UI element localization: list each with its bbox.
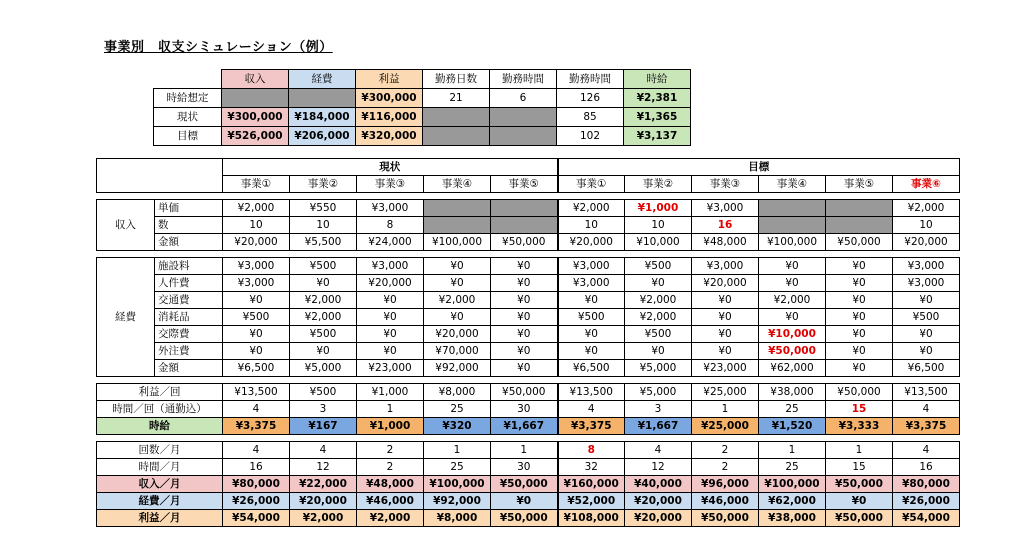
cell: ¥25,000 bbox=[692, 384, 759, 401]
cell: ¥0 bbox=[759, 258, 826, 275]
cell: ¥0 bbox=[491, 326, 558, 343]
cell: ¥0 bbox=[357, 292, 424, 309]
row-label: 数 bbox=[155, 217, 223, 234]
cell: ¥3,000 bbox=[692, 258, 759, 275]
cell: ¥62,000 bbox=[759, 360, 826, 377]
cell: ¥526,000 bbox=[222, 127, 289, 146]
cell: ¥50,000 bbox=[491, 510, 558, 527]
cell: ¥0 bbox=[625, 343, 692, 360]
cell: ¥0 bbox=[692, 292, 759, 309]
cell: ¥20,000 bbox=[558, 234, 625, 251]
cell: 1 bbox=[357, 401, 424, 418]
cell: ¥50,000 bbox=[491, 384, 558, 401]
cell: ¥500 bbox=[625, 258, 692, 275]
cell: ¥2,000 bbox=[290, 309, 357, 326]
cell: 85 bbox=[557, 108, 624, 127]
cell: ¥0 bbox=[826, 343, 893, 360]
cell: ¥0 bbox=[893, 343, 960, 360]
cell: 8 bbox=[558, 442, 625, 459]
cell-empty bbox=[222, 89, 289, 108]
row-label: 人件費 bbox=[155, 275, 223, 292]
cell: ¥2,000 bbox=[223, 200, 290, 217]
cell: ¥184,000 bbox=[289, 108, 356, 127]
cell: ¥0 bbox=[223, 326, 290, 343]
cell: ¥100,000 bbox=[759, 234, 826, 251]
cell: ¥6,500 bbox=[558, 360, 625, 377]
cell: 4 bbox=[223, 401, 290, 418]
cell: ¥0 bbox=[759, 275, 826, 292]
cell: ¥0 bbox=[759, 309, 826, 326]
cell: ¥3,000 bbox=[223, 275, 290, 292]
row-label-current: 現状 bbox=[154, 108, 222, 127]
cell: 4 bbox=[893, 442, 960, 459]
cell: ¥0 bbox=[826, 275, 893, 292]
cell: ¥206,000 bbox=[289, 127, 356, 146]
cell: 21 bbox=[423, 89, 490, 108]
cell: ¥0 bbox=[424, 275, 491, 292]
cell: ¥1,000 bbox=[625, 200, 692, 217]
cell: ¥3,333 bbox=[826, 418, 893, 435]
col-header-business: 事業③ bbox=[692, 176, 759, 193]
cell: ¥2,000 bbox=[558, 200, 625, 217]
cell: ¥26,000 bbox=[893, 493, 960, 510]
cell: ¥50,000 bbox=[491, 234, 558, 251]
row-label: 交際費 bbox=[155, 326, 223, 343]
cell: ¥2,000 bbox=[290, 510, 357, 527]
cell: ¥80,000 bbox=[223, 476, 290, 493]
cell: ¥1,000 bbox=[357, 384, 424, 401]
cell: ¥2,000 bbox=[290, 292, 357, 309]
cell: ¥2,000 bbox=[893, 200, 960, 217]
cell: ¥46,000 bbox=[692, 493, 759, 510]
cell bbox=[826, 217, 893, 234]
row-label: 単価 bbox=[155, 200, 223, 217]
cell: ¥10,000 bbox=[759, 326, 826, 343]
cell: 2 bbox=[692, 459, 759, 476]
cell: ¥62,000 bbox=[759, 493, 826, 510]
cell: 25 bbox=[759, 459, 826, 476]
cell: 16 bbox=[223, 459, 290, 476]
cell: ¥320 bbox=[424, 418, 491, 435]
cell: ¥0 bbox=[491, 493, 558, 510]
cell: 25 bbox=[759, 401, 826, 418]
group-header-current: 現状 bbox=[223, 159, 558, 176]
cell: ¥3,000 bbox=[893, 258, 960, 275]
cell: 10 bbox=[223, 217, 290, 234]
cell: ¥0 bbox=[826, 258, 893, 275]
cell: ¥20,000 bbox=[223, 234, 290, 251]
cell: 10 bbox=[893, 217, 960, 234]
cell: 6 bbox=[490, 89, 557, 108]
cell: ¥500 bbox=[223, 309, 290, 326]
cell: ¥8,000 bbox=[424, 384, 491, 401]
row-label-hourly-assumed: 時給想定 bbox=[154, 89, 222, 108]
cell bbox=[826, 200, 893, 217]
cell: ¥25,000 bbox=[692, 418, 759, 435]
cell: ¥38,000 bbox=[759, 510, 826, 527]
simulation-table bbox=[96, 158, 960, 527]
cell: ¥0 bbox=[893, 292, 960, 309]
cell: ¥26,000 bbox=[223, 493, 290, 510]
cell: ¥300,000 bbox=[356, 89, 423, 108]
cell: ¥0 bbox=[625, 275, 692, 292]
cell: ¥167 bbox=[290, 418, 357, 435]
cell: ¥0 bbox=[290, 275, 357, 292]
row-label-hourly: 時給 bbox=[97, 418, 223, 435]
cell: ¥5,000 bbox=[625, 384, 692, 401]
cell: ¥500 bbox=[290, 384, 357, 401]
cell: 4 bbox=[223, 442, 290, 459]
cell: 25 bbox=[424, 401, 491, 418]
row-spacer bbox=[97, 435, 960, 442]
col-header-business: 事業④ bbox=[759, 176, 826, 193]
cell: ¥20,000 bbox=[424, 326, 491, 343]
cell: 1 bbox=[759, 442, 826, 459]
col-header-expense: 経費 bbox=[289, 70, 356, 89]
cell: ¥80,000 bbox=[893, 476, 960, 493]
row-label: 収入／月 bbox=[97, 476, 223, 493]
cell: ¥500 bbox=[625, 326, 692, 343]
cell: 1 bbox=[826, 442, 893, 459]
row-spacer bbox=[97, 193, 960, 200]
cell: ¥0 bbox=[826, 360, 893, 377]
cell: ¥48,000 bbox=[692, 234, 759, 251]
row-spacer bbox=[97, 251, 960, 258]
cell: 4 bbox=[290, 442, 357, 459]
cell: ¥3,375 bbox=[223, 418, 290, 435]
cell: 10 bbox=[625, 217, 692, 234]
cell-empty bbox=[423, 127, 490, 146]
row-label: 利益／回 bbox=[97, 384, 223, 401]
row-label-target: 目標 bbox=[154, 127, 222, 146]
cell-empty bbox=[289, 89, 356, 108]
cell: 16 bbox=[893, 459, 960, 476]
cell: ¥1,000 bbox=[357, 418, 424, 435]
row-label: 金額 bbox=[155, 360, 223, 377]
cell: 30 bbox=[491, 459, 558, 476]
cell: ¥2,000 bbox=[625, 309, 692, 326]
cell bbox=[491, 217, 558, 234]
cell: ¥2,000 bbox=[357, 510, 424, 527]
cell: ¥2,000 bbox=[625, 292, 692, 309]
table-corner bbox=[97, 159, 223, 193]
col-header-business: 事業④ bbox=[424, 176, 491, 193]
cell: ¥0 bbox=[692, 309, 759, 326]
cell: ¥500 bbox=[290, 258, 357, 275]
cell: ¥23,000 bbox=[357, 360, 424, 377]
cell: 15 bbox=[826, 459, 893, 476]
cell: ¥0 bbox=[491, 275, 558, 292]
cell: ¥13,500 bbox=[223, 384, 290, 401]
cell: ¥0 bbox=[491, 360, 558, 377]
cell: ¥0 bbox=[826, 326, 893, 343]
cell: ¥0 bbox=[424, 309, 491, 326]
row-label: 時間／月 bbox=[97, 459, 223, 476]
cell: ¥160,000 bbox=[558, 476, 625, 493]
row-spacer bbox=[97, 377, 960, 384]
cell: ¥0 bbox=[558, 343, 625, 360]
cell: ¥54,000 bbox=[893, 510, 960, 527]
cell: ¥0 bbox=[826, 309, 893, 326]
cell: ¥50,000 bbox=[692, 510, 759, 527]
cell: ¥0 bbox=[491, 292, 558, 309]
cell: ¥3,375 bbox=[893, 418, 960, 435]
cell-empty bbox=[423, 108, 490, 127]
col-header-business: 事業② bbox=[625, 176, 692, 193]
cell: ¥20,000 bbox=[357, 275, 424, 292]
cell: ¥50,000 bbox=[826, 510, 893, 527]
cell: 15 bbox=[826, 401, 893, 418]
cell: ¥0 bbox=[290, 343, 357, 360]
cell bbox=[491, 200, 558, 217]
cell: ¥0 bbox=[357, 309, 424, 326]
cell: ¥2,381 bbox=[624, 89, 691, 108]
cell: ¥300,000 bbox=[222, 108, 289, 127]
cell: ¥48,000 bbox=[357, 476, 424, 493]
col-header-hourly: 時給 bbox=[624, 70, 691, 89]
cell: 25 bbox=[424, 459, 491, 476]
cell: 126 bbox=[557, 89, 624, 108]
row-label: 時間／回（通勤込） bbox=[97, 401, 223, 418]
cell: ¥2,000 bbox=[424, 292, 491, 309]
cell: 2 bbox=[357, 442, 424, 459]
cell: ¥0 bbox=[357, 343, 424, 360]
cell: 4 bbox=[625, 442, 692, 459]
cell-empty bbox=[490, 127, 557, 146]
col-header-business: 事業⑥ bbox=[893, 176, 960, 193]
row-label: 交通費 bbox=[155, 292, 223, 309]
cell: 8 bbox=[357, 217, 424, 234]
cell: ¥2,000 bbox=[759, 292, 826, 309]
cell: ¥1,667 bbox=[625, 418, 692, 435]
group-header-target: 目標 bbox=[558, 159, 960, 176]
col-header-business: 事業① bbox=[558, 176, 625, 193]
cell: 4 bbox=[893, 401, 960, 418]
cell bbox=[424, 200, 491, 217]
cell: ¥0 bbox=[491, 309, 558, 326]
cell: ¥92,000 bbox=[424, 493, 491, 510]
cell: 12 bbox=[625, 459, 692, 476]
cell: ¥6,500 bbox=[223, 360, 290, 377]
row-label: 金額 bbox=[155, 234, 223, 251]
cell: ¥6,500 bbox=[893, 360, 960, 377]
cell: ¥8,000 bbox=[424, 510, 491, 527]
page-title: 事業別 収支シミュレーション（例） bbox=[104, 40, 333, 55]
cell: ¥320,000 bbox=[356, 127, 423, 146]
col-header-business: 事業② bbox=[290, 176, 357, 193]
col-header-business: 事業⑤ bbox=[826, 176, 893, 193]
cell: ¥20,000 bbox=[893, 234, 960, 251]
cell: ¥22,000 bbox=[290, 476, 357, 493]
col-header-workhours: 勤務時間 bbox=[490, 70, 557, 89]
col-header-profit: 利益 bbox=[356, 70, 423, 89]
col-header-business: 事業① bbox=[223, 176, 290, 193]
cell: ¥0 bbox=[558, 292, 625, 309]
cell: ¥1,365 bbox=[624, 108, 691, 127]
cell: ¥0 bbox=[826, 292, 893, 309]
group-label: 収入 bbox=[97, 200, 155, 251]
cell: ¥1,520 bbox=[759, 418, 826, 435]
cell: ¥0 bbox=[424, 258, 491, 275]
cell: 3 bbox=[625, 401, 692, 418]
cell: ¥24,000 bbox=[357, 234, 424, 251]
cell: ¥5,000 bbox=[625, 360, 692, 377]
row-label: 回数／月 bbox=[97, 442, 223, 459]
cell: ¥0 bbox=[558, 326, 625, 343]
cell: 2 bbox=[692, 442, 759, 459]
cell: ¥3,000 bbox=[357, 258, 424, 275]
cell: ¥3,000 bbox=[558, 275, 625, 292]
cell: 30 bbox=[491, 401, 558, 418]
cell: 1 bbox=[491, 442, 558, 459]
cell: 10 bbox=[558, 217, 625, 234]
cell: ¥550 bbox=[290, 200, 357, 217]
cell: ¥54,000 bbox=[223, 510, 290, 527]
cell: ¥1,667 bbox=[491, 418, 558, 435]
cell: ¥0 bbox=[223, 292, 290, 309]
cell: ¥3,375 bbox=[558, 418, 625, 435]
cell: 102 bbox=[557, 127, 624, 146]
cell bbox=[759, 217, 826, 234]
cell: ¥50,000 bbox=[826, 384, 893, 401]
cell bbox=[759, 200, 826, 217]
cell: 12 bbox=[290, 459, 357, 476]
cell: ¥3,137 bbox=[624, 127, 691, 146]
cell: ¥52,000 bbox=[558, 493, 625, 510]
cell: ¥500 bbox=[893, 309, 960, 326]
cell bbox=[424, 217, 491, 234]
cell: ¥38,000 bbox=[759, 384, 826, 401]
cell: ¥5,500 bbox=[290, 234, 357, 251]
cell: ¥100,000 bbox=[424, 234, 491, 251]
cell: ¥20,000 bbox=[290, 493, 357, 510]
cell: ¥40,000 bbox=[625, 476, 692, 493]
cell: ¥23,000 bbox=[692, 360, 759, 377]
cell: 1 bbox=[692, 401, 759, 418]
cell: ¥20,000 bbox=[625, 493, 692, 510]
group-label: 経費 bbox=[97, 258, 155, 377]
cell: 4 bbox=[558, 401, 625, 418]
cell: ¥100,000 bbox=[759, 476, 826, 493]
cell: ¥92,000 bbox=[424, 360, 491, 377]
cell: 2 bbox=[357, 459, 424, 476]
cell: ¥0 bbox=[357, 326, 424, 343]
row-label: 経費／月 bbox=[97, 493, 223, 510]
cell: 3 bbox=[290, 401, 357, 418]
cell: ¥50,000 bbox=[491, 476, 558, 493]
cell: ¥13,500 bbox=[558, 384, 625, 401]
cell: ¥0 bbox=[223, 343, 290, 360]
cell: ¥10,000 bbox=[625, 234, 692, 251]
cell: 10 bbox=[290, 217, 357, 234]
cell: ¥20,000 bbox=[625, 510, 692, 527]
cell: ¥100,000 bbox=[424, 476, 491, 493]
cell: ¥50,000 bbox=[759, 343, 826, 360]
cell: ¥50,000 bbox=[826, 234, 893, 251]
row-label: 施設料 bbox=[155, 258, 223, 275]
cell: ¥116,000 bbox=[356, 108, 423, 127]
cell: ¥0 bbox=[491, 343, 558, 360]
cell: ¥3,000 bbox=[558, 258, 625, 275]
cell: 1 bbox=[424, 442, 491, 459]
col-header-income: 収入 bbox=[222, 70, 289, 89]
col-header-business: 事業⑤ bbox=[491, 176, 558, 193]
cell-empty bbox=[490, 108, 557, 127]
cell: ¥500 bbox=[290, 326, 357, 343]
cell: ¥0 bbox=[692, 326, 759, 343]
summary-table bbox=[153, 69, 691, 146]
cell: ¥70,000 bbox=[424, 343, 491, 360]
cell: ¥3,000 bbox=[223, 258, 290, 275]
col-header-business: 事業③ bbox=[357, 176, 424, 193]
cell: ¥0 bbox=[491, 258, 558, 275]
cell: ¥0 bbox=[692, 343, 759, 360]
row-label: 消耗品 bbox=[155, 309, 223, 326]
cell: ¥13,500 bbox=[893, 384, 960, 401]
cell: 32 bbox=[558, 459, 625, 476]
cell: ¥3,000 bbox=[357, 200, 424, 217]
cell: ¥46,000 bbox=[357, 493, 424, 510]
cell: 16 bbox=[692, 217, 759, 234]
cell: ¥5,000 bbox=[290, 360, 357, 377]
cell: ¥96,000 bbox=[692, 476, 759, 493]
cell: ¥3,000 bbox=[692, 200, 759, 217]
col-header-workhours-total: 勤務時間 bbox=[557, 70, 624, 89]
cell: ¥0 bbox=[893, 326, 960, 343]
col-header-workdays: 勤務日数 bbox=[423, 70, 490, 89]
row-label: 外注費 bbox=[155, 343, 223, 360]
cell: ¥20,000 bbox=[692, 275, 759, 292]
cell: ¥3,000 bbox=[893, 275, 960, 292]
cell: ¥108,000 bbox=[558, 510, 625, 527]
cell: ¥0 bbox=[826, 493, 893, 510]
cell: ¥50,000 bbox=[826, 476, 893, 493]
cell: ¥500 bbox=[558, 309, 625, 326]
row-label: 利益／月 bbox=[97, 510, 223, 527]
